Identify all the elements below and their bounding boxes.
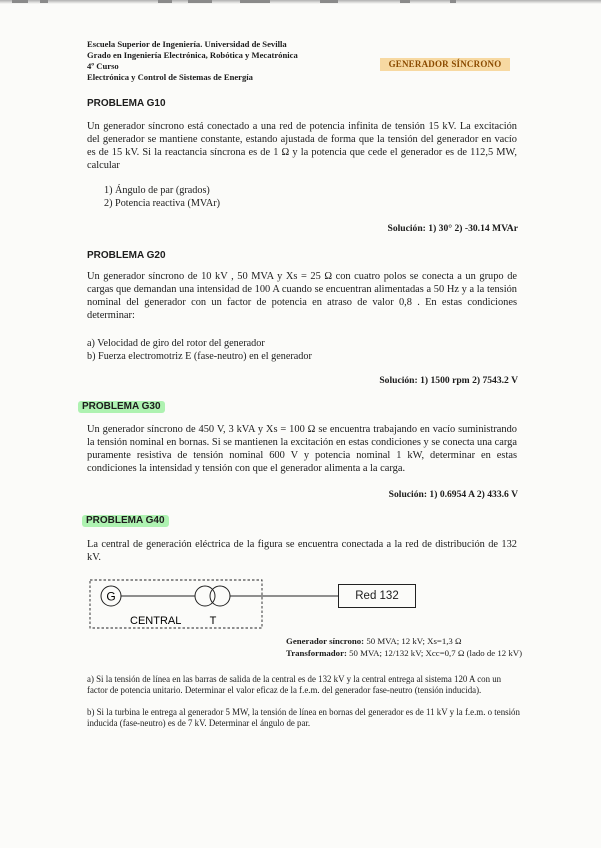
scan-edge	[0, 0, 601, 4]
scan-mark	[240, 0, 270, 3]
transformer-label: T	[209, 615, 217, 627]
scan-mark	[450, 0, 456, 3]
highlight-mark: PROBLEMA G30	[78, 401, 165, 413]
spec-value: 50 MVA; 12 kV; Xs=1,3 Ω	[364, 636, 462, 646]
problem-title-g30	[78, 400, 165, 413]
scan-mark	[12, 0, 28, 3]
problem-title-g10: PROBLEMA G10	[87, 98, 166, 109]
scan-mark	[320, 0, 338, 3]
course-name: 4º Curso	[87, 61, 119, 71]
topic-tag: GENERADOR SÍNCRONO	[380, 58, 510, 71]
generator-spec	[286, 636, 462, 648]
scan-mark	[188, 0, 212, 3]
subject-name: Electrónica y Control de Sistemas de Energía	[87, 72, 253, 82]
problem-title-g20: PROBLEMA G20	[87, 250, 166, 261]
spec-label: Generador síncrono:	[286, 636, 365, 646]
transformer-winding-secondary	[210, 586, 230, 606]
problem-text-g10	[87, 120, 517, 172]
scan-mark	[40, 0, 48, 3]
problem-title-g40	[82, 514, 169, 527]
central-diagram	[80, 576, 370, 636]
problem-statement: Un generador síncrono de 450 V, 3 kVA y Xs = 100 Ω se encuentra trabajando en vacío suministrando la tensión nominal en bornas. Si se mantienen la excitación en estas condiciones y se conecta una carga puramente resistiva de tensión nominal 600 V y potencia nominal 1 kW, determinar en estas condiciones la intensidad y tensión con que el generador alimenta a la carga.	[87, 424, 517, 474]
solution-g20: Solución: 1) 1500 rpm 2) 7543.2 V	[379, 375, 518, 386]
solution-g10: Solución: 1) 30° 2) -30.14 MVAr	[387, 223, 518, 234]
highlight-mark: PROBLEMA G40	[82, 515, 169, 527]
central-label: CENTRAL	[130, 615, 182, 627]
spec-value: 50 MVA; 12/132 kV; Xcc=0,7 Ω (lado de 12 kV)	[346, 648, 523, 658]
question-a: a) Si la tensión de línea en las barras de salida de la central es de 132 kV y la central entrega al sistema 120 A con un factor de potencia unitario. Determinar el valor eficaz de la f.e.m. del generador fase-neutro (tensión inducida).	[87, 674, 502, 695]
problem-text-g30	[87, 423, 517, 475]
spec-label: Transformador:	[286, 648, 347, 658]
problem-statement: La central de generación eléctrica de la figura se encuentra conectada a la red de distribución de 132 kV.	[87, 539, 517, 563]
transformer-spec	[286, 648, 522, 660]
question-item: a) Velocidad de giro del rotor del generador	[87, 338, 265, 349]
problem-text-g40	[87, 538, 517, 564]
question-item: b) Fuerza electromotriz E (fase-neutro) en el generador	[87, 351, 312, 362]
problem-text-g20	[87, 270, 517, 322]
solution-g30: Solución: 1) 0.6954 A 2) 433.6 V	[388, 489, 518, 500]
degree-name: Grado en Ingeniería Electrónica, Robótica y Mecatrónica	[87, 50, 298, 60]
question-b: b) Si la turbina le entrega al generador 5 MW, la tensión de línea en bornas del generador es de 11 kV y la f.e.m. o tensión inducida (fase-neutro) es de 7 kV. Determinar el ángulo de par.	[87, 707, 520, 728]
school-name: Escuela Superior de Ingeniería. Universidad de Sevilla	[87, 39, 287, 49]
generator-label: G	[106, 589, 116, 604]
grid-box: Red 132	[338, 584, 416, 608]
question-item: 1) Ángulo de par (grados)	[104, 185, 210, 196]
scan-mark	[400, 0, 410, 3]
scan-mark	[158, 0, 172, 3]
problem-statement: Un generador síncrono de 10 kV , 50 MVA y Xs = 25 Ω con cuatro polos se conecta a un grupo de cargas que demandan una intensidad de 100 A cuando se encuentran alimentadas a 50 Hz y a la tensión nominal del generador con un factor de potencia en atraso de valor 0,8 . En estas condiciones determinar:	[87, 271, 517, 321]
question-item: 2) Potencia reactiva (MVAr)	[104, 198, 221, 209]
problem-statement: Un generador síncrono está conectado a una red de potencia infinita de tensión 15 kV. La excitación del generador se mantiene constante, estando ajustada de forma que la tensión del generador en vacío es de 15 kV. Si la reactancia síncrona es de 1 Ω y la potencia que cede el generador es de 112,5 MW, calcular	[87, 121, 517, 171]
transformer-winding-primary	[195, 586, 215, 606]
